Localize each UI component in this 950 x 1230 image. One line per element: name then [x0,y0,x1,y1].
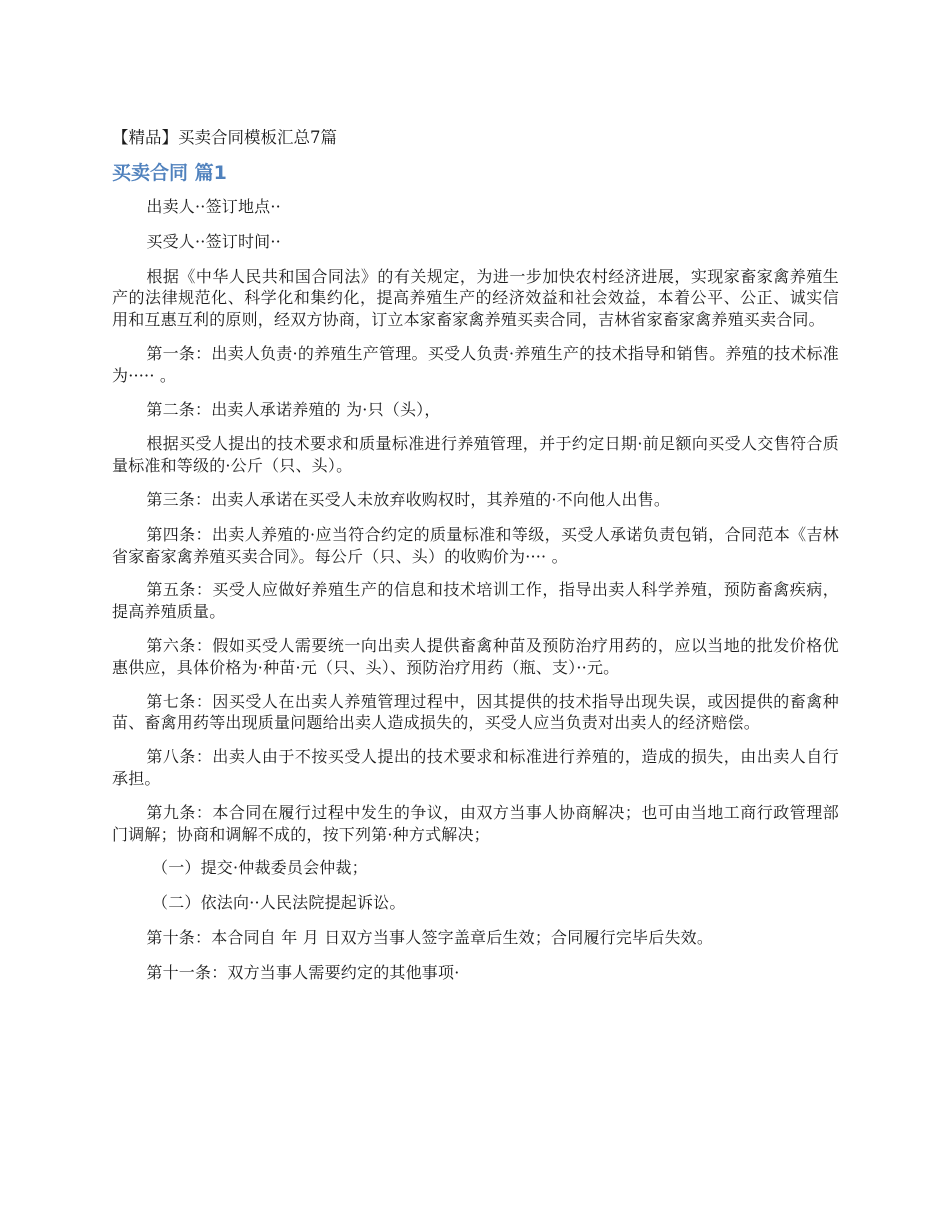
article-3: 第三条：出卖人承诺在买受人未放弃收购权时，其养殖的·不向他人出售。 [146,489,671,509]
section-heading: 买卖合同 篇1 [112,162,227,184]
seller-line: 出卖人··签订地点·· [146,197,281,216]
article-6: 第六条：假如买受人需要统一向出卖人提供畜禽种苗及预防治疗用药的，应以当地的批发价格优惠供应，具体价格为·种苗·元（只、头）、预防治疗用药（瓶、支）··元。 [112,635,839,677]
article-10: 第十条：本合同自 年 月 日双方当事人签字盖章后生效；合同履行完毕后失效。 [146,927,714,947]
article-4: 第四条：出卖人养殖的·应当符合约定的质量标准和等级，买受人承诺负责包销，合同范本《吉林省家畜家禽养殖买卖合同》。每公斤（只、头）的收购价为···· 。 [112,524,839,566]
article-1: 第一条：出卖人负责·的养殖生产管理。买受人负责·养殖生产的技术指导和销售。养殖的技术标准为····· 。 [112,343,839,385]
article-8: 第八条：出卖人由于不按买受人提出的技术要求和标准进行养殖的，造成的损失，由出卖人自行承担。 [112,747,839,788]
article-5: 第五条：买受人应做好养殖生产的信息和技术培训工作，指导出卖人科学养殖，预防畜禽疾病，提高养殖质量。 [112,580,839,622]
document-title: 【精品】买卖合同模板汇总7篇 [112,128,337,147]
dispute-option-litigation: （二）依法向··人民法院提起诉讼。 [152,893,406,913]
article-9: 第九条：本合同在履行过程中发生的争议，由双方当事人协商解决；也可由当地工商行政管理部门调解；协商和调解不成的，按下列第·种方式解决； [112,802,839,844]
article-2-detail: 根据买受人提出的技术要求和质量标准进行养殖管理，并于约定日期·前足额向买受人交售符合质量标准和等级的·公斤（只、头）。 [112,434,839,476]
buyer-line: 买受人··签订时间·· [146,231,281,251]
document-body [112,126,839,997]
article-7: 第七条：因买受人在出卖人养殖管理过程中，因其提供的技术指导出现失误，或因提供的畜禽种苗、畜禽用药等出现质量问题给出卖人造成损失的，买受人应当负责对出卖人的经济赔偿。 [112,691,839,733]
article-2: 第二条：出卖人承诺养殖的 为·只（头）， [146,399,441,419]
dispute-option-arbitration: （一）提交·仲裁委员会仲裁； [152,858,368,878]
article-11: 第十一条：双方当事人需要约定的其他事项· [146,962,460,982]
preamble-paragraph: 根据《中华人民共和国合同法》的有关规定，为进一步加快农村经济进展，实现家畜家禽养殖生产的法律规范化、科学化和集约化，提高养殖生产的经济效益和社会效益，本着公平、公正、诚实信用和互惠互利的原则，经双方协商，订立本家畜家禽养殖买卖合同，吉林省家畜家禽养殖买卖合同。 [112,266,839,330]
